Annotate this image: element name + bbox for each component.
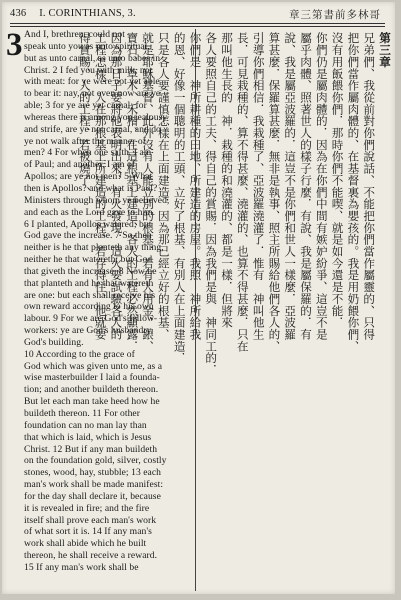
text-line: Christ. 2 I fed you with milk, not	[24, 64, 153, 76]
text-line: And I, brethren, could not	[24, 29, 125, 40]
text-line: Ministers through whom ye believed,	[24, 194, 170, 206]
text-line: ye not walk after the manner of	[24, 135, 146, 147]
text-line: Christ. 12 But if any man buildeth	[24, 443, 158, 455]
text-line: neither is he that planteth any thing,	[24, 242, 164, 254]
vertical-text-column: 說、我是屬亞波羅的．這豈不是你們和世人一樣麼．亞波羅	[283, 32, 298, 341]
vertical-text-column: 算甚麼．保羅算甚麼．無非是執事、照主所賜給他們各人的、	[267, 32, 282, 352]
text-line: for the day shall declare it, because	[24, 490, 161, 502]
vertical-text-column: 沒有用飯餵你們．那時你們不能喫、就是如今還是不能．	[330, 32, 345, 329]
text-line: speak unto you as unto spiritual,	[24, 40, 150, 52]
text-line: of what sort it is. 14 If any man's	[24, 526, 152, 538]
vertical-text-column: 你們是 神所耕種的田地、所建造的房屋。我照 神所給我	[188, 32, 203, 341]
text-line: buildeth thereon. 11 For other	[24, 408, 140, 419]
text-line: on the foundation gold, silver, costly	[24, 455, 167, 467]
text-line: God gave the increase. 7 So then	[24, 230, 152, 242]
vertical-text-column: 得賞賜．人的工程、若被燒了、	[77, 32, 92, 198]
text-line: and strife, are ye not carnal, and do	[24, 123, 161, 135]
text-line: itself shall prove each man's work	[24, 514, 157, 526]
text-line: that which is laid, which is Jesus	[24, 431, 152, 443]
vertical-text-column: 兄弟們、我從前對你們說話、不能把你們當作屬靈的、只得	[362, 32, 377, 341]
text-line: 6 I planted, Apollos watered; but	[24, 218, 152, 230]
vertical-text-column: 寶石、草木、禾稭、在這根基上建造、各人的工程必然顯露．	[125, 32, 140, 352]
header-rule-thin	[10, 26, 385, 27]
text-line: But let each man take heed how he	[24, 396, 160, 408]
text-line: neither he that watereth; but God	[24, 254, 153, 266]
text-line: stones, wood, hay, stubble; 13 each	[24, 467, 162, 479]
text-line: it is revealed in fire; and the fire	[24, 502, 150, 514]
text-line: that planteth and he that watereth	[24, 277, 154, 289]
text-line: 15 If any man's work shall be	[24, 561, 139, 573]
text-line: labour. 9 For we are God's fellow-	[24, 313, 158, 325]
chapter-drop-cap: 3	[6, 27, 23, 63]
text-line: to bear it: nay, not even now are ye	[24, 88, 161, 100]
text-line: work shall abide which he built	[24, 538, 147, 550]
text-line: workers: ye are God's husbandry,	[24, 325, 154, 337]
vertical-text-column: 的恩、好像一個聰明的工頭、立好了根基、有別人在上面建造．	[172, 32, 187, 364]
text-line: 10 According to the grace of	[24, 348, 135, 360]
book-page	[2, 2, 395, 594]
text-line: own reward according to his own	[24, 301, 154, 313]
text-line: whereas there is among you jealousy	[24, 111, 168, 123]
text-line: foundation can no man lay than	[24, 419, 147, 431]
chapter-heading: 第三章	[378, 32, 392, 68]
text-line: of Paul; and another, I am of	[24, 159, 136, 171]
text-line: then is Apollos? and what is Paul?	[24, 182, 158, 194]
text-line: Apollos; are ye not men? 5 What	[24, 171, 153, 183]
page-header-left	[10, 8, 136, 19]
vertical-text-column: 因為那日子要將他表明出來、有火發現．這火要試驗各人的	[109, 32, 124, 341]
chinese-header-title: 章三第書前多林哥	[289, 10, 381, 21]
text-line: thereon, he shall receive a reward.	[24, 550, 158, 562]
vertical-text-column: 長．可見栽種的、算不得甚麼、澆灌的、也算不得甚麼．只在	[235, 32, 250, 352]
text-line: God which was given unto me, as a	[24, 360, 163, 372]
vertical-text-column: 就是耶穌基督、此外沒有人能立別的根基．若有人用金、銀、	[141, 32, 156, 352]
header-rule	[10, 23, 385, 24]
vertical-text-column: 工程怎樣．人在那根基上所建造的工程、若存得住、他就要	[93, 32, 108, 341]
page-number: 436	[10, 8, 27, 19]
text-line: are one: but each shall receive his	[24, 289, 156, 301]
vertical-text-column: 引導你們相信．我栽種了、亞波羅澆灌了．惟有 神叫他生	[251, 32, 266, 341]
text-line: men? 4 For when one saith, I am	[24, 147, 152, 159]
book-title: I. CORINTHIANS, 3.	[39, 8, 136, 19]
vertical-text-column: 各人要照自己的工夫、得自己的賞賜．因為我們是與 神同工的．	[204, 32, 219, 376]
text-line: but as unto carnal, as unto babes in	[24, 52, 161, 64]
vertical-text-column: 那叫他生長的 神．栽種的和澆灌的、都是一樣．但將來	[220, 32, 235, 329]
vertical-text-column: 屬乎肉體、照著世人的樣子行麼．有說、我是屬保羅的．有	[299, 32, 314, 341]
text-line: tion; and another buildeth thereon.	[24, 384, 159, 396]
vertical-text-column: 只是各人要謹慎怎樣在上面建造．因為那已經立好的根基、	[156, 32, 171, 341]
vertical-text-column: 你們仍是屬肉體的．因為在你們中間有嫉妒紛爭、這豈不是	[314, 32, 329, 341]
text-line: and each as the Lord gave to him.	[24, 206, 156, 218]
text-line: with meat: for ye were not yet able	[24, 76, 160, 88]
text-line: God's building.	[24, 336, 84, 348]
text-line: wise masterbuilder I laid a founda-	[24, 372, 160, 384]
text-line: able; 3 for ye are yet carnal: for	[24, 100, 147, 112]
vertical-text-column: 把你們當作屬肉體的、在基督裏為嬰孩的。我是用奶餵你們、	[346, 32, 361, 352]
text-line: that giveth the increase. 8 Now he	[24, 265, 157, 277]
text-line: man's work shall be made manifest:	[24, 479, 164, 491]
